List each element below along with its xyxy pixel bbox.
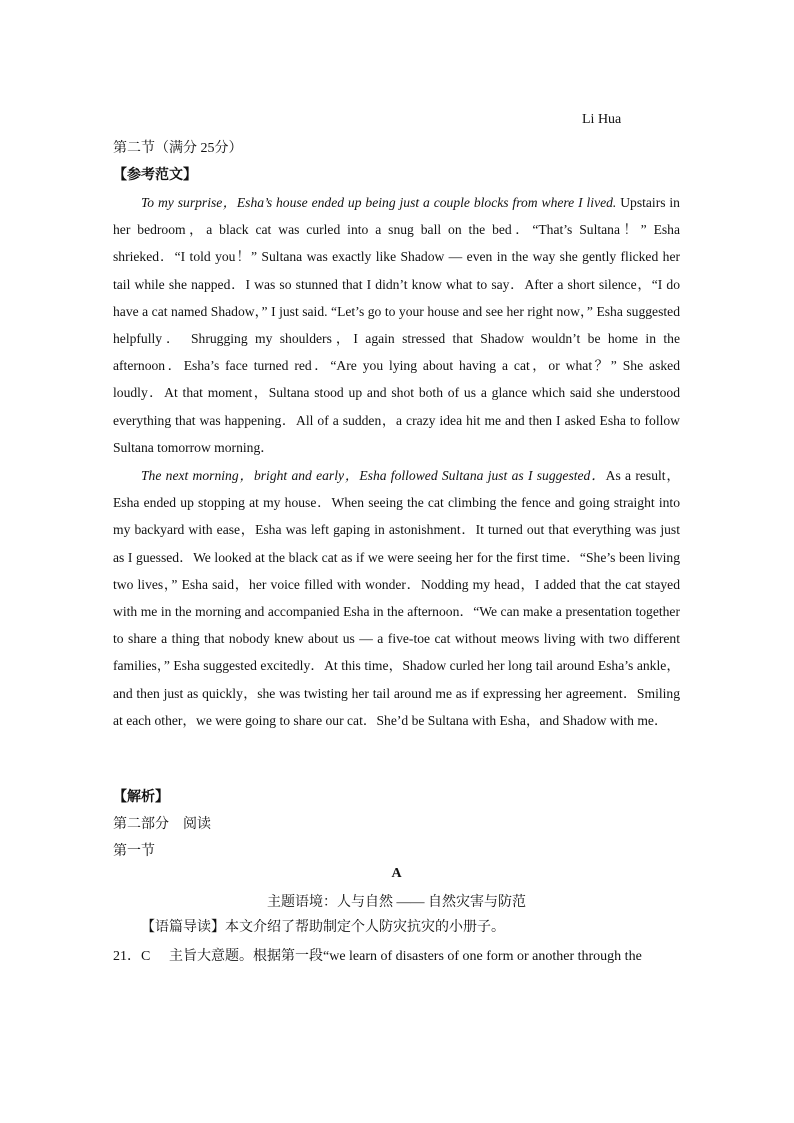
essay-paragraph-1-opening: To my surprise，Esha’s house ended up being just a couple blocks from where I lived. xyxy=(141,195,617,210)
theme-context: 主题语境：人与自然 —— 自然灾害与防范 xyxy=(267,895,526,910)
subsection-heading: 第一节 xyxy=(113,844,155,859)
question-21-answer xyxy=(113,945,680,965)
essay-paragraph-2 xyxy=(113,462,680,734)
essay-paragraph-2-opening: The next morning，bright and early，Esha followed Sultana just as I suggested． xyxy=(141,468,606,483)
reference-essay-label: 【参考范文】 xyxy=(113,168,197,183)
section-heading: 第二节（满分 25分） xyxy=(113,141,243,156)
passage-letter: A xyxy=(391,866,402,881)
question-explanation: 主旨大意题。根据第一段“we learn of disasters of one form or another through the xyxy=(169,949,642,964)
guide-text: 本文介绍了帮助制定个人防灾抗灾的小册子。 xyxy=(225,920,505,935)
analysis-label: 【解析】 xyxy=(113,790,169,805)
question-number-answer: 21．C xyxy=(113,949,151,964)
guide-label: 【语篇导读】 xyxy=(141,920,225,935)
essay-paragraph-1 xyxy=(113,189,680,461)
essay-paragraph-1-body: Upstairs in her bedroom，a black cat was curled into a snug ball on the bed．“That’s Sultana！” Esha shrieked．“I told you！” Sultana was exactly like Shadow — even in the way she gently flicked her tail while she napped．I was so stunned that I didn’t know what to say．After a short silence，“I do have a cat named Shadow，” I just said. “Let’s go to your house and see her right now，” Esha suggested helpfully． Shrugging my shoulders，I again stressed that Shadow wouldn’t be home in the afternoon．Esha’s face turned red．“Are you lying about having a cat，or what？” She asked loudly．At that moment，Sultana stood up and shot both of us a glance which said she understood everything that was happening．All of a sudden，a crazy idea hit me and then I asked Esha to follow Sultana tomorrow morning． xyxy=(113,195,680,455)
passage-guide xyxy=(141,916,505,936)
signature-name: Li Hua xyxy=(582,112,622,127)
essay-paragraph-2-body: As a result，Esha ended up stopping at my house．When seeing the cat climbing the fence and going straight into my backyard with ease，Esha was left gaping in astonishment．It turned out that everything was just as I guessed．We looked at the black cat as if we were seeing her for the first time．“She’s been living two lives，” Esha said，her voice filled with wonder．Nodding my head，I added that the cat stayed with me in the morning and accompanied Esha in the afternoon．“We can make a presentation together to share a thing that nobody knew about us — a five-toe cat without meows living with two different families，” Esha suggested excitedly．At this time，Shadow curled her long tail around Esha’s ankle，and then just as quickly，she was twisting her tail around me as if expressing her agreement．Smiling at each other，we were going to share our cat．She’d be Sultana with Esha，and Shadow with me． xyxy=(113,468,680,728)
part-heading: 第二部分 阅读 xyxy=(113,817,211,832)
